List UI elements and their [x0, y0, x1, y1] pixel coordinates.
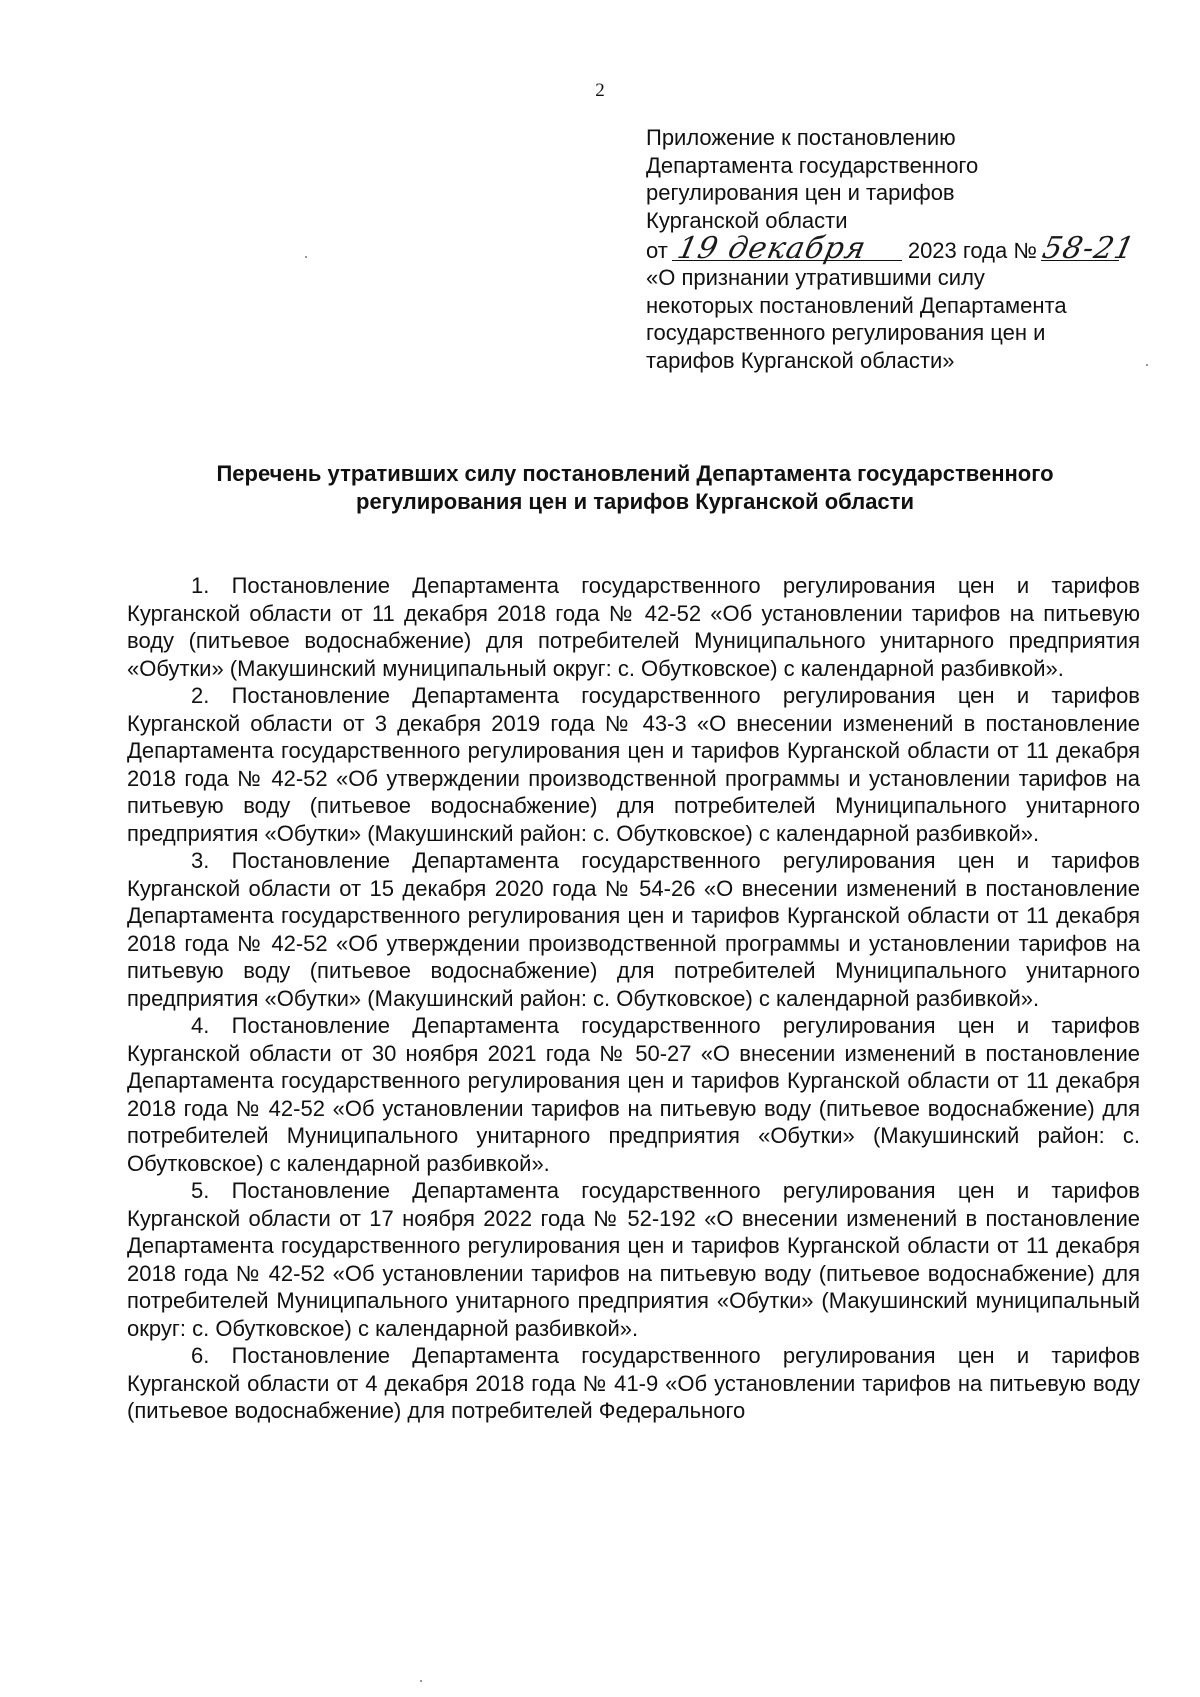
date-prefix: от	[646, 237, 668, 263]
scan-speck	[305, 256, 307, 258]
appendix-subject-line: тарифов Курганской области»	[646, 347, 955, 373]
page-number: 2	[595, 80, 605, 101]
list-item: 3. Постановление Департамента государственного регулирования цен и тарифов Курганской области от 15 декабря 2020 года № 54-26 «О внесении изменений в постановление Департамента государственного регулирования цен и тарифов Курганской области от 11 декабря 2018 года № 42-52 «Об утверждении производственной программы и установлении тарифов на питьевую воду (питьевое водоснабжение) для потребителей Муниципального унитарного предприятия «Обутки» (Макушинский район: с. Обутковское) с календарной разбивкой».	[127, 848, 1140, 1011]
scan-speck	[1146, 364, 1148, 366]
appendix-subject-line: «О признании утратившими силу	[646, 265, 985, 290]
appendix-block	[646, 124, 1166, 374]
list-item: 1. Постановление Департамента государственного регулирования цен и тарифов Курганской области от 11 декабря 2018 года № 42-52 «Об установлении тарифов на питьевую воду (питьевое водоснабжение) для потребителей Муниципального унитарного предприятия «Обутки» (Макушинский муниципальный округ: с. Обутковское) с календарной разбивкой».	[127, 573, 1140, 681]
list-item: 4. Постановление Департамента государственного регулирования цен и тарифов Курганской области от 30 ноября 2021 года № 50-27 «О внесении изменений в постановление Департамента государственного регулирования цен и тарифов Курганской области от 11 декабря 2018 года № 42-52 «Об установлении тарифов на питьевую воду (питьевое водоснабжение) для потребителей Муниципального унитарного предприятия «Обутки» (Макушинский район: с. Обутковское) с календарной разбивкой».	[127, 1013, 1140, 1176]
appendix-date-line	[646, 230, 1166, 266]
handwritten-number: 58-21	[1039, 230, 1139, 266]
appendix-subject-line: некоторых постановлений Департамента	[646, 292, 1067, 318]
appendix-subject-line: государственного регулирования цен и	[646, 320, 1046, 345]
list-item: 5. Постановление Департамента государственного регулирования цен и тарифов Курганской области от 17 ноября 2022 года № 52-192 «О внесении изменений в постановление Департамента государственного регулирования цен и тарифов Курганской области от 11 декабря 2018 года № 42-52 «Об установлении тарифов на питьевую воду (питьевое водоснабжение) для потребителей Муниципального унитарного предприятия «Обутки» (Макушинский муниципальный округ: с. Обутковское) с календарной разбивкой».	[127, 1178, 1140, 1341]
document-title	[130, 460, 1140, 516]
appendix-line: регулирования цен и тарифов	[646, 180, 955, 205]
number-blank	[1039, 230, 1139, 266]
list-item: 6. Постановление Департамента государственного регулирования цен и тарифов Курганской области от 4 декабря 2018 года № 41-9 «Об установлении тарифов на питьевую воду (питьевое водоснабжение) для потребителей Федерального	[127, 1343, 1140, 1423]
title-line: Перечень утративших силу постановлений Департамента государственного	[216, 461, 1054, 486]
scan-speck	[420, 1680, 422, 1682]
appendix-line: Департамента государственного	[646, 152, 979, 178]
title-line: регулирования цен и тарифов Курганской области	[356, 489, 914, 514]
appendix-line: Курганской области	[646, 207, 848, 233]
appendix-line: Приложение к постановлению	[646, 125, 956, 150]
date-blank	[672, 230, 902, 266]
handwritten-date: 19 декабря	[674, 230, 870, 266]
list-item: 2. Постановление Департамента государственного регулирования цен и тарифов Курганской области от 3 декабря 2019 года № 43-3 «О внесении изменений в постановление Департамента государственного регулирования цен и тарифов Курганской области от 11 декабря 2018 года № 42-52 «Об утверждении производственной программы и установлении тарифов на питьевую воду (питьевое водоснабжение) для потребителей Муниципального унитарного предприятия «Обутки» (Макушинский район: с. Обутковское) с календарной разбивкой».	[127, 683, 1140, 846]
repealed-list	[127, 572, 1140, 1425]
year-text: 2023 года №	[907, 237, 1037, 263]
